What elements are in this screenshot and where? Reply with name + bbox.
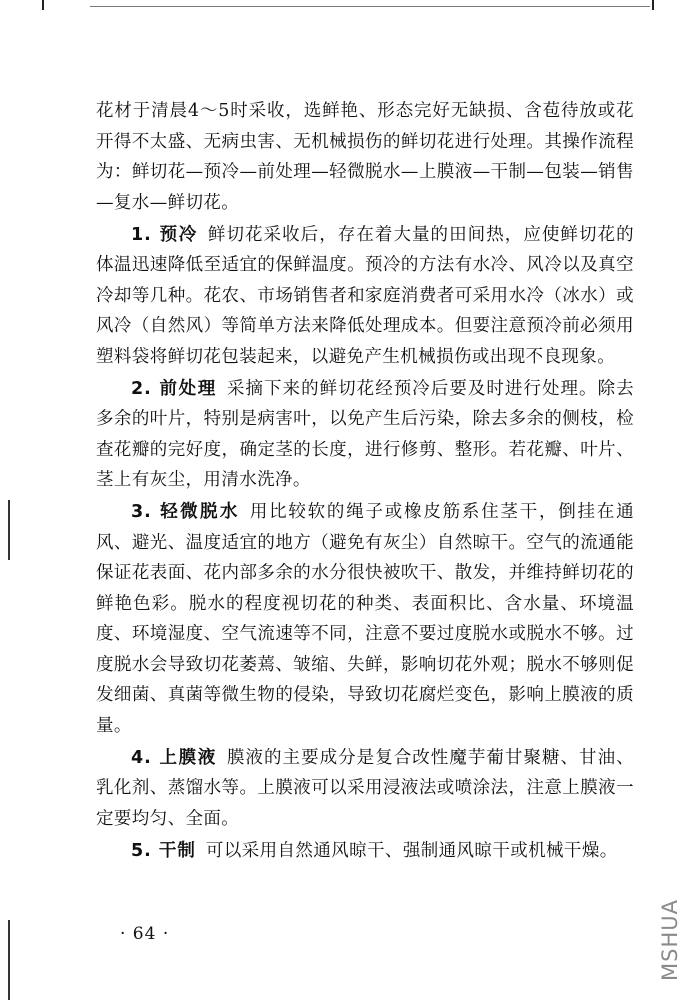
corner-mark-right [652, 0, 654, 10]
section-precooling [96, 220, 634, 373]
section-pretreatment [96, 374, 634, 496]
corner-mark-left [42, 0, 44, 10]
paragraph-text: 鲜切花采收后，存在着大量的田间热，应使鲜切花的体温迅速降低至适宜的保鲜温度。预冷的方法有水冷、风冷以及真空冷却等几种。花农、市场销售者和家庭消费者可采用水冷（冰水）或风冷（自然风）等简单方法来降低处理成本。但要注意预冷前必须用塑料袋将鲜切花包装起来，以避免产生机械损伤或出现不良现象。 [96, 224, 634, 367]
paragraph-text: 用比较软的绳子或橡皮筋系住茎干，倒挂在通风、避光、温度适宜的地方（避免有灰尘）自然晾干。空气的流通能保证花表面、花内部多余的水分很快被吹干、散发，并维持鲜切花的鲜艳色彩。脱水的程度视切花的种类、表面积比、含水量、环境温度、环境湿度、空气流速等不同，注意不要过度脱水或脱水不够。过度脱水会导致切花萎蔫、皱缩、失鲜，影响切花外观；脱水不够则促发细菌、真菌等微生物的侵染，导致切花腐烂变色，影响上膜液的质量。 [96, 502, 634, 736]
intro-paragraph [96, 96, 634, 218]
body-text [96, 96, 634, 868]
section-drying [96, 836, 634, 867]
paragraph-text: 采摘下来的鲜切花经预冷后要及时进行处理。除去多余的叶片，特别是病害叶，以免产生后污染，除去多余的侧枝，检查花瓣的完好度，确定茎的长度，进行修剪、整形。若花瓣、叶片、茎上有灰尘，用清水洗净。 [96, 378, 634, 490]
paragraph-text: 花材于清晨4～5时采收，选鲜艳、形态完好无缺损、含苞待放或花开得不太盛、无病虫害、无机械损伤的鲜切花进行处理。其操作流程为：鲜切花—预冷—前处理—轻微脱水—上膜液—干制—包装—销售—复水—鲜切花。 [96, 101, 634, 213]
section-heading: 4. 上膜液 [131, 747, 217, 768]
page-number: · 64 · [120, 924, 170, 944]
paragraph-text: 膜液的主要成分是复合改性魔芋葡甘聚糖、甘油、乳化剂、蒸馏水等。上膜液可以采用浸液法或喷涂法，注意上膜液一定要均匀、全面。 [96, 747, 634, 829]
paragraph-text: 可以采用自然通风晾干、强制通风晾干或机械干燥。 [205, 840, 618, 861]
section-heading: 2. 前处理 [131, 378, 217, 399]
section-heading: 1. 预冷 [131, 224, 198, 245]
top-edge-rule [90, 6, 650, 7]
watermark: MSHUA [658, 899, 682, 981]
section-heading: 5. 干制 [131, 840, 196, 861]
scan-edge-line [8, 500, 10, 560]
section-coating [96, 743, 634, 835]
scan-edge-line-lower [8, 920, 10, 1000]
section-heading: 3. 轻微脱水 [131, 502, 240, 522]
section-dehydration [96, 497, 634, 741]
